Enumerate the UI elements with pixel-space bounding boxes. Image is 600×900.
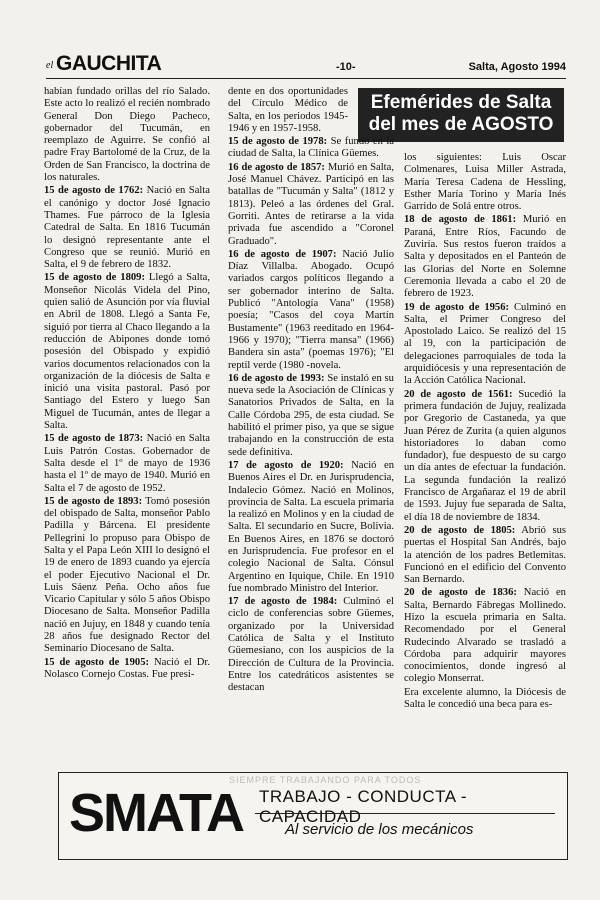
entry-text: Murió en Salta, José Manuel Chávez. Participó en las batallas de "Tucumán y Salta" (1812 y 1813). Peleó a las órdenes del Gral. Gorriti. Antes de retirarse a la vida privada fue ascendido a "Coronel Graduado". — [228, 161, 394, 247]
entry-text: Murió en Paraná, Entre Ríos, Facundo de Zuviría. Sus restos fueron traídos a Salta y depositados en el Panteón de las Glorias del Norte en Solemne Ceremonia llevada a cabo el 20 de febrero de 1923. — [404, 214, 566, 300]
section-title-line2: del mes de AGOSTO — [368, 114, 554, 135]
column-3 — [404, 152, 566, 712]
entry-text: Culminó en Salta, el Primer Congreso del Apostolado Laico. Se realizó del 15 al 19, con la participación de delegaciones parroquiales de toda la arquidiócesis y una representación de la Acción Católica Nacional. — [404, 301, 566, 387]
logo-prefix: el — [46, 60, 54, 71]
entry-text: Abrió sus puertas el Hospital San Andrés, bajo la atención de los padres Betlemitas. Funcionó en el edificio del Convento San Bernardo. — [404, 524, 567, 586]
entry-date: 15 de agosto de 1905: — [44, 656, 150, 668]
ad-faint-text: SIEMPRE TRABAJANDO PARA TODOS — [229, 775, 422, 785]
section-title-line1: Efemérides de Salta — [370, 92, 552, 113]
entry-text: Nació en Salta Luis Patrón Costas. Gobernador de Salta desde el 1º de mayo de 1936 hasta el 1º de mayo de 1940. Murió en Salta el 7 de agosto de 1952. — [44, 433, 210, 494]
entry-text: habían fundado orillas del río Salado. Este acto lo realizó el recién nombrado General Don Diego Pacheco, gobernador del Tucumán, en reemplazo de Aguirre. Se confió al padre Fray Bartolomé de la Cruz, de la Orden de San Francisco, la doctrina de los naturales. — [44, 86, 210, 184]
entry-text: Llegó a Salta, Monseñor Nicolás Videla del Pino, quien salió de Asunción por vía fluvial en Abril de 1808. Llegó a Santa Fe, siguió por tierra al Chaco llegando a la reducción de Abipones donde tomó posesión del Obispado y expidió varios documentos relacionados con la organización de la diócesis de Salta e inició una visita pastoral. Pasó por Santiago del Estero y luego San Miguel de Tucumán, antes de llegar a Salta. — [44, 272, 210, 432]
entry-date: 16 de agosto de 1857: — [228, 161, 325, 173]
publication-logo: GAUCHITA — [56, 52, 162, 75]
ephemeris-entry — [404, 587, 566, 685]
ephemeris-entry — [44, 496, 210, 656]
ephemeris-entry — [44, 272, 210, 432]
ephemeris-entry — [44, 657, 210, 682]
entry-text: Sucedió la primera fundación de Jujuy, realizada por Gregorio de Castaneda, ya que Juan Pérez de Zurita (a quien algunos historiadores lo daban como fundador), fue despuesto de su cargo un día antes de efectuar la fundación. La segunda fundación la realizó Francisco de Argañaraz el 19 de abril de 1593. Jujuy fue separada de Salta, el día 18 de noviembre de 1834. — [404, 388, 566, 523]
entry-date: 15 de agosto de 1893: — [44, 495, 143, 507]
page-header — [46, 52, 566, 79]
entry-date: 20 de agosto de 1805: — [404, 524, 516, 536]
entry-date: 15 de agosto de 1978: — [228, 136, 328, 148]
ephemeris-entry — [44, 86, 210, 184]
ad-motto: TRABAJO - CONDUCTA - CAPACIDAD — [259, 787, 468, 826]
smata-advertisement — [58, 772, 568, 860]
entry-text: Nació en Salta el canónigo y doctor José Ignacio Thames. Fue párroco de la Iglesia Catedral de Salta. En 1816 Tucumán lo designó representante ante el Congreso que se reunió. Murió en Salta, el 9 de febrero de 1832. — [44, 185, 210, 271]
ephemeris-entry — [44, 433, 210, 494]
column-2 — [228, 86, 394, 696]
entry-text: Se instaló en su nueva sede la Asociación de Clínicas y Sanatorios Privados de Salta, en la Calle Córdoba 295, de esta ciudad. Se habilitó el primer piso, ya que se sigue trabajando en la construcción de esta sede definitiva. — [228, 372, 394, 458]
column-1 — [44, 86, 210, 682]
entry-date: 16 de agosto de 1907: — [228, 248, 337, 260]
column-2-continuation: dente en dos oportunidades del Círculo Médico de Salta, en los periodos 1945-1946 y en 1957-1958. — [228, 86, 348, 134]
ephemeris-entry — [404, 214, 566, 300]
entry-date: 18 de agosto de 1861: — [404, 214, 517, 226]
entry-text: Nació Julio Díaz Villalba. Abogado. Ocupó variados cargos políticos llegando a ser gobernador interino de Salta. Publicó "Antología Vana" (1958) poesía; "Casos del coya Martín Bustamente" (1963 reeditado en 1964-1966 y 1970); "Tierra mansa" (1966) Bandera sin asta" (poemas 1976); "El reptil verde (1980 -novela. — [228, 248, 395, 371]
entry-text: Nació en Buenos Aires el Dr. en Jurisprudencia, Indalecio Gómez. Nació en Molinos, provincia de Salta. La escuela primaria la realizó en Molinos y en la ciudad de Salta. El secundario en Sucre, Bolivia. En Buenos Aires, en 1876 se doctoró en Jurisprudencia. Fue profesor en el colegio Nacional de Salta. Cónsul Argentino en Iquique, Chile. En 1910 fue nombrado Ministro del Interior. — [228, 459, 394, 594]
ephemeris-entry — [44, 185, 210, 271]
entry-date: 15 de agosto de 1809: — [44, 272, 145, 284]
ad-divider — [255, 813, 555, 814]
ephemeris-entry — [228, 373, 394, 459]
entry-text: los siguientes: Luis Oscar Colmenares, Luisa Miller Astrada, María Teresa Cadena de Hessling, Esther María Torino y María Inés Garrido de Solá entre otros. — [404, 152, 566, 213]
ephemeris-entry — [404, 152, 566, 213]
ephemeris-entry — [404, 525, 566, 586]
ad-logo: SMATA — [69, 783, 243, 843]
entry-text: Culminó el ciclo de conferencias sobre Güemes, organizado por la Universidad Católica de Salta y el Instituto Güemesiano, con los auspicios de la Dirección de Cultura de la Provincia. Entre los catedráticos asistentes se destacan — [228, 596, 394, 694]
ephemeris-entry — [228, 596, 394, 694]
entry-text: Nació en Salta, Bernardo Fábregas Mollinedo. Hizo la escuela primaria en Salta. Recomendado por el General Rudecindo Alvarado se trasladó a Córdoba para adquirir mayores conocimientos, donde ingresó al colegio Monserrat. — [404, 587, 566, 685]
entry-text: Nació el Dr. Nolasco Cornejo Costas. Fue presi- — [44, 656, 210, 680]
entry-date: 20 de agosto de 1836: — [404, 587, 517, 599]
page-number: -10- — [336, 61, 356, 73]
ephemeris-entry — [228, 136, 394, 161]
ephemeris-entry — [404, 302, 566, 388]
entry-date: 17 de agosto de 1984: — [228, 596, 338, 608]
entry-date: 16 de agosto de 1993: — [228, 372, 325, 384]
ephemeris-entry — [404, 389, 566, 524]
entry-date: 19 de agosto de 1956: — [404, 301, 510, 313]
entry-date: 15 de agosto de 1873: — [44, 433, 144, 445]
ephemeris-entry — [404, 687, 566, 712]
entry-date: 15 de agosto de 1762: — [44, 185, 144, 197]
dateline: Salta, Agosto 1994 — [468, 61, 566, 73]
entry-text: Era excelente alumno, la Diócesis de Salta le concedió una beca para es- — [404, 686, 566, 711]
entry-date: 17 de agosto de 1920: — [228, 459, 344, 471]
entry-text: Tomó posesión del obispado de Salta, monseñor Pablo Padilla y Bárcena. El presidente Pellegrini lo propuso para Obispo de Salta y el Papa León XIII lo designó el 19 de enero de 1893 cuando ya ejercía el poder Ejecutivo Nacional el Dr. Luis Sáenz Peña. Ocho años fue Vicario Capitular y sólo 5 años Obispo Diocesano de Salta. Monseñor Padilla nació en Jujuy, en 1848 y cuando tenía 28 años fue designado Rector del Seminario Diocesano de Salta. — [44, 495, 210, 655]
ephemeris-entry — [228, 249, 394, 372]
entry-text: Se fundó en la ciudad de Salta, la Clínica Güemes. — [228, 136, 394, 160]
entry-date: 20 de agosto de 1561: — [404, 388, 513, 400]
ephemeris-entry — [228, 162, 394, 248]
ad-tagline: Al servicio de los mecánicos — [285, 821, 474, 838]
ephemeris-entry — [228, 460, 394, 595]
